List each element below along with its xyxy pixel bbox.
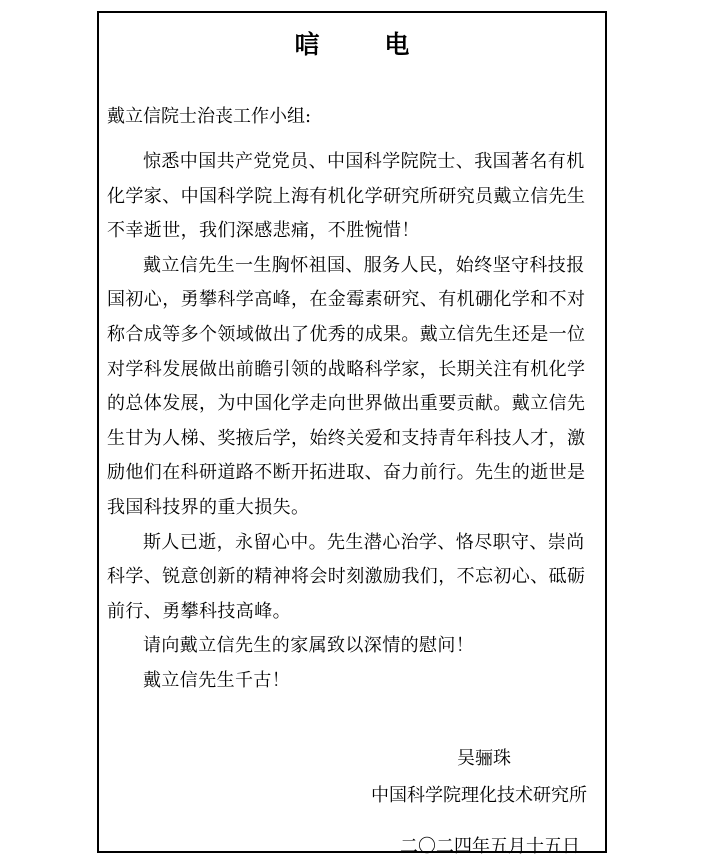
text-line: 请向戴立信先生的家属致以深情的慰问！: [143, 635, 475, 657]
text-line: 称合成等多个领域做出了优秀的成果。戴立信先生还是一位: [107, 323, 586, 345]
letter-body: [107, 145, 602, 699]
text-line: 我国科技界的重大损失。: [107, 496, 310, 518]
signature-name: 吴骊珠: [457, 748, 511, 769]
text-line: 前行、勇攀科技高峰。: [107, 600, 291, 622]
text-line: 不幸逝世，我们深感悲痛，不胜惋惜！: [107, 220, 420, 242]
salutation: 戴立信院士治丧工作小组:: [107, 106, 312, 127]
text-line: 戴立信先生千古！: [143, 669, 291, 691]
paragraph-remembrance: [107, 526, 602, 630]
paragraph-farewell: [107, 664, 602, 699]
text-line: 国初心，勇攀科学高峰，在金霉素研究、有机硼化学和不对: [107, 289, 586, 311]
paragraph-achievements: [107, 249, 602, 526]
document-frame: [97, 11, 607, 857]
signature-organization: 中国科学院理化技术研究所: [371, 785, 587, 806]
document-title: 唁 电: [294, 30, 438, 59]
text-line: 科学、锐意创新的精神将会时刻激励我们，不忘初心、砥砺: [107, 566, 586, 588]
paragraph-condolence: [107, 145, 602, 249]
text-line: 的总体发展，为中国化学走向世界做出重要贡献。戴立信先: [107, 393, 586, 415]
text-line: 惊悉中国共产党党员、中国科学院院士、我国著名有机: [143, 151, 585, 172]
text-line: 励他们在科研道路不断开拓进取、奋力前行。先生的逝世是: [107, 462, 586, 484]
text-line: 斯人已逝，永留心中。先生潜心治学、恪尽职守、崇尚: [143, 531, 585, 553]
text-line: 化学家、中国科学院上海有机化学研究所研究员戴立信先生: [107, 185, 586, 207]
text-line: 对学科发展做出前瞻引领的战略科学家，长期关注有机化学: [107, 358, 586, 380]
text-line: 生甘为人梯、奖掖后学，始终关爱和支持青年科技人才，激: [107, 427, 586, 449]
signature-date: 二〇二四年五月十五日: [400, 836, 580, 857]
text-line: 戴立信先生一生胸怀祖国、服务人民，始终坚守科技报: [143, 254, 585, 276]
paragraph-sympathy: [107, 629, 602, 664]
